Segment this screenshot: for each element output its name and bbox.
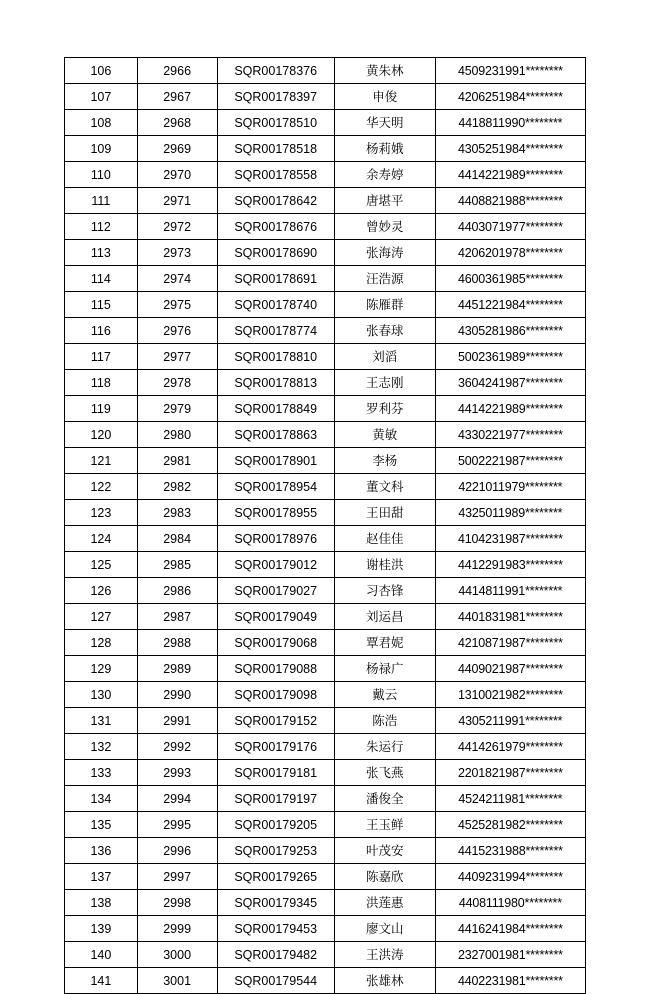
cell-application-code: SQR00178376 bbox=[217, 58, 334, 84]
cell-number: 2984 bbox=[137, 526, 217, 552]
cell-number: 3001 bbox=[137, 968, 217, 994]
cell-id-number: 4408821988******** bbox=[435, 188, 585, 214]
cell-id-number: 4451221984******** bbox=[435, 292, 585, 318]
table-row bbox=[65, 370, 586, 396]
cell-id-number: 2327001981******** bbox=[435, 942, 585, 968]
cell-name: 谢桂洪 bbox=[334, 552, 435, 578]
cell-name: 陈嘉欣 bbox=[334, 864, 435, 890]
cell-number: 2987 bbox=[137, 604, 217, 630]
table-row bbox=[65, 318, 586, 344]
cell-application-code: SQR00179345 bbox=[217, 890, 334, 916]
table-row bbox=[65, 734, 586, 760]
cell-application-code: SQR00179152 bbox=[217, 708, 334, 734]
cell-sequence: 137 bbox=[65, 864, 138, 890]
table-row bbox=[65, 682, 586, 708]
cell-application-code: SQR00179197 bbox=[217, 786, 334, 812]
cell-number: 2988 bbox=[137, 630, 217, 656]
cell-name: 陈雁群 bbox=[334, 292, 435, 318]
cell-id-number: 1310021982******** bbox=[435, 682, 585, 708]
cell-name: 刘运昌 bbox=[334, 604, 435, 630]
cell-name: 杨禄广 bbox=[334, 656, 435, 682]
applicant-table-container bbox=[64, 57, 586, 994]
cell-application-code: SQR00179544 bbox=[217, 968, 334, 994]
cell-name: 王洪涛 bbox=[334, 942, 435, 968]
cell-id-number: 4409021987******** bbox=[435, 656, 585, 682]
cell-name: 汪浩源 bbox=[334, 266, 435, 292]
cell-sequence: 119 bbox=[65, 396, 138, 422]
cell-application-code: SQR00179088 bbox=[217, 656, 334, 682]
table-row bbox=[65, 916, 586, 942]
cell-number: 2981 bbox=[137, 448, 217, 474]
cell-id-number: 4210871987******** bbox=[435, 630, 585, 656]
table-row bbox=[65, 760, 586, 786]
cell-sequence: 115 bbox=[65, 292, 138, 318]
cell-application-code: SQR00178954 bbox=[217, 474, 334, 500]
cell-application-code: SQR00178510 bbox=[217, 110, 334, 136]
cell-name: 华天明 bbox=[334, 110, 435, 136]
cell-number: 2998 bbox=[137, 890, 217, 916]
cell-number: 2995 bbox=[137, 812, 217, 838]
table-row bbox=[65, 968, 586, 994]
cell-number: 3000 bbox=[137, 942, 217, 968]
cell-number: 2977 bbox=[137, 344, 217, 370]
cell-name: 黄敏 bbox=[334, 422, 435, 448]
cell-number: 2976 bbox=[137, 318, 217, 344]
table-row bbox=[65, 500, 586, 526]
cell-name: 李杨 bbox=[334, 448, 435, 474]
cell-application-code: SQR00179253 bbox=[217, 838, 334, 864]
cell-name: 王志刚 bbox=[334, 370, 435, 396]
table-row bbox=[65, 214, 586, 240]
cell-id-number: 4325011989******** bbox=[435, 500, 585, 526]
cell-name: 覃君妮 bbox=[334, 630, 435, 656]
cell-name: 叶茂安 bbox=[334, 838, 435, 864]
cell-id-number: 4401831981******** bbox=[435, 604, 585, 630]
cell-sequence: 129 bbox=[65, 656, 138, 682]
cell-id-number: 2201821987******** bbox=[435, 760, 585, 786]
table-row bbox=[65, 292, 586, 318]
cell-id-number: 4414261979******** bbox=[435, 734, 585, 760]
cell-number: 2979 bbox=[137, 396, 217, 422]
cell-sequence: 116 bbox=[65, 318, 138, 344]
cell-application-code: SQR00178397 bbox=[217, 84, 334, 110]
table-body bbox=[65, 58, 586, 994]
table-row bbox=[65, 422, 586, 448]
cell-number: 2975 bbox=[137, 292, 217, 318]
cell-sequence: 121 bbox=[65, 448, 138, 474]
cell-number: 2978 bbox=[137, 370, 217, 396]
cell-sequence: 141 bbox=[65, 968, 138, 994]
cell-application-code: SQR00178642 bbox=[217, 188, 334, 214]
cell-number: 2989 bbox=[137, 656, 217, 682]
cell-number: 2999 bbox=[137, 916, 217, 942]
cell-application-code: SQR00178901 bbox=[217, 448, 334, 474]
cell-id-number: 4104231987******** bbox=[435, 526, 585, 552]
table-row bbox=[65, 838, 586, 864]
cell-application-code: SQR00179181 bbox=[217, 760, 334, 786]
cell-number: 2974 bbox=[137, 266, 217, 292]
table-row bbox=[65, 552, 586, 578]
cell-application-code: SQR00179049 bbox=[217, 604, 334, 630]
cell-application-code: SQR00178690 bbox=[217, 240, 334, 266]
cell-sequence: 135 bbox=[65, 812, 138, 838]
cell-number: 2994 bbox=[137, 786, 217, 812]
cell-id-number: 4415231988******** bbox=[435, 838, 585, 864]
table-row bbox=[65, 942, 586, 968]
cell-id-number: 3604241987******** bbox=[435, 370, 585, 396]
cell-name: 杨莉娥 bbox=[334, 136, 435, 162]
table-row bbox=[65, 708, 586, 734]
cell-name: 张春球 bbox=[334, 318, 435, 344]
cell-application-code: SQR00179205 bbox=[217, 812, 334, 838]
cell-name: 黄朱林 bbox=[334, 58, 435, 84]
cell-number: 2993 bbox=[137, 760, 217, 786]
cell-application-code: SQR00178955 bbox=[217, 500, 334, 526]
cell-name: 唐堪平 bbox=[334, 188, 435, 214]
table-row bbox=[65, 630, 586, 656]
cell-sequence: 110 bbox=[65, 162, 138, 188]
table-row bbox=[65, 890, 586, 916]
table-row bbox=[65, 188, 586, 214]
cell-application-code: SQR00178691 bbox=[217, 266, 334, 292]
cell-number: 2997 bbox=[137, 864, 217, 890]
cell-application-code: SQR00179012 bbox=[217, 552, 334, 578]
cell-number: 2968 bbox=[137, 110, 217, 136]
cell-number: 2969 bbox=[137, 136, 217, 162]
cell-id-number: 4414811991******** bbox=[435, 578, 585, 604]
cell-name: 刘滔 bbox=[334, 344, 435, 370]
cell-id-number: 5002221987******** bbox=[435, 448, 585, 474]
cell-sequence: 112 bbox=[65, 214, 138, 240]
cell-number: 2983 bbox=[137, 500, 217, 526]
cell-id-number: 4221011979******** bbox=[435, 474, 585, 500]
cell-sequence: 118 bbox=[65, 370, 138, 396]
cell-id-number: 4409231994******** bbox=[435, 864, 585, 890]
table-row bbox=[65, 448, 586, 474]
cell-id-number: 4412291983******** bbox=[435, 552, 585, 578]
cell-sequence: 111 bbox=[65, 188, 138, 214]
cell-application-code: SQR00178676 bbox=[217, 214, 334, 240]
table-row bbox=[65, 526, 586, 552]
cell-number: 2982 bbox=[137, 474, 217, 500]
cell-application-code: SQR00178863 bbox=[217, 422, 334, 448]
cell-name: 罗利芬 bbox=[334, 396, 435, 422]
cell-number: 2980 bbox=[137, 422, 217, 448]
cell-number: 2970 bbox=[137, 162, 217, 188]
cell-sequence: 114 bbox=[65, 266, 138, 292]
cell-sequence: 124 bbox=[65, 526, 138, 552]
cell-sequence: 126 bbox=[65, 578, 138, 604]
cell-sequence: 133 bbox=[65, 760, 138, 786]
cell-sequence: 138 bbox=[65, 890, 138, 916]
cell-sequence: 139 bbox=[65, 916, 138, 942]
cell-application-code: SQR00179068 bbox=[217, 630, 334, 656]
cell-application-code: SQR00179482 bbox=[217, 942, 334, 968]
cell-name: 廖文山 bbox=[334, 916, 435, 942]
table-row bbox=[65, 656, 586, 682]
cell-sequence: 132 bbox=[65, 734, 138, 760]
cell-number: 2990 bbox=[137, 682, 217, 708]
cell-id-number: 4414221989******** bbox=[435, 396, 585, 422]
cell-id-number: 4600361985******** bbox=[435, 266, 585, 292]
cell-number: 2973 bbox=[137, 240, 217, 266]
cell-number: 2996 bbox=[137, 838, 217, 864]
cell-sequence: 109 bbox=[65, 136, 138, 162]
cell-name: 赵佳佳 bbox=[334, 526, 435, 552]
cell-number: 2966 bbox=[137, 58, 217, 84]
table-row bbox=[65, 84, 586, 110]
cell-id-number: 4416241984******** bbox=[435, 916, 585, 942]
cell-id-number: 4418811990******** bbox=[435, 110, 585, 136]
table-row bbox=[65, 162, 586, 188]
cell-name: 张雄林 bbox=[334, 968, 435, 994]
cell-name: 余寿婷 bbox=[334, 162, 435, 188]
cell-id-number: 4206251984******** bbox=[435, 84, 585, 110]
cell-application-code: SQR00178774 bbox=[217, 318, 334, 344]
cell-sequence: 122 bbox=[65, 474, 138, 500]
table-row bbox=[65, 786, 586, 812]
cell-number: 2991 bbox=[137, 708, 217, 734]
table-row bbox=[65, 864, 586, 890]
cell-sequence: 128 bbox=[65, 630, 138, 656]
cell-sequence: 131 bbox=[65, 708, 138, 734]
table-row bbox=[65, 240, 586, 266]
table-row bbox=[65, 396, 586, 422]
cell-name: 董文科 bbox=[334, 474, 435, 500]
table-row bbox=[65, 578, 586, 604]
cell-sequence: 120 bbox=[65, 422, 138, 448]
cell-name: 朱运行 bbox=[334, 734, 435, 760]
cell-name: 曾妙灵 bbox=[334, 214, 435, 240]
cell-application-code: SQR00179027 bbox=[217, 578, 334, 604]
cell-application-code: SQR00179176 bbox=[217, 734, 334, 760]
cell-id-number: 4414221989******** bbox=[435, 162, 585, 188]
cell-sequence: 117 bbox=[65, 344, 138, 370]
cell-id-number: 4305211991******** bbox=[435, 708, 585, 734]
cell-sequence: 123 bbox=[65, 500, 138, 526]
cell-number: 2967 bbox=[137, 84, 217, 110]
cell-name: 张海涛 bbox=[334, 240, 435, 266]
cell-application-code: SQR00178813 bbox=[217, 370, 334, 396]
cell-id-number: 4524211981******** bbox=[435, 786, 585, 812]
cell-name: 申俊 bbox=[334, 84, 435, 110]
cell-name: 王田甜 bbox=[334, 500, 435, 526]
cell-sequence: 127 bbox=[65, 604, 138, 630]
cell-id-number: 4403071977******** bbox=[435, 214, 585, 240]
applicant-table bbox=[64, 57, 586, 994]
table-row bbox=[65, 474, 586, 500]
cell-number: 2986 bbox=[137, 578, 217, 604]
cell-sequence: 108 bbox=[65, 110, 138, 136]
cell-application-code: SQR00178976 bbox=[217, 526, 334, 552]
cell-id-number: 4305251984******** bbox=[435, 136, 585, 162]
table-row bbox=[65, 266, 586, 292]
cell-id-number: 4206201978******** bbox=[435, 240, 585, 266]
cell-number: 2985 bbox=[137, 552, 217, 578]
cell-sequence: 130 bbox=[65, 682, 138, 708]
table-row bbox=[65, 58, 586, 84]
cell-sequence: 106 bbox=[65, 58, 138, 84]
cell-id-number: 4525281982******** bbox=[435, 812, 585, 838]
cell-name: 张飞燕 bbox=[334, 760, 435, 786]
table-row bbox=[65, 110, 586, 136]
cell-sequence: 107 bbox=[65, 84, 138, 110]
cell-application-code: SQR00178740 bbox=[217, 292, 334, 318]
table-row bbox=[65, 604, 586, 630]
cell-name: 洪莲惠 bbox=[334, 890, 435, 916]
cell-id-number: 4509231991******** bbox=[435, 58, 585, 84]
cell-name: 戴云 bbox=[334, 682, 435, 708]
cell-name: 习杏锋 bbox=[334, 578, 435, 604]
cell-number: 2992 bbox=[137, 734, 217, 760]
cell-name: 潘俊全 bbox=[334, 786, 435, 812]
table-row bbox=[65, 344, 586, 370]
cell-sequence: 136 bbox=[65, 838, 138, 864]
cell-number: 2972 bbox=[137, 214, 217, 240]
cell-id-number: 4408111980******** bbox=[435, 890, 585, 916]
cell-sequence: 140 bbox=[65, 942, 138, 968]
cell-id-number: 5002361989******** bbox=[435, 344, 585, 370]
cell-application-code: SQR00178810 bbox=[217, 344, 334, 370]
cell-application-code: SQR00178518 bbox=[217, 136, 334, 162]
cell-application-code: SQR00178558 bbox=[217, 162, 334, 188]
cell-application-code: SQR00179098 bbox=[217, 682, 334, 708]
table-row bbox=[65, 812, 586, 838]
cell-application-code: SQR00179265 bbox=[217, 864, 334, 890]
cell-id-number: 4330221977******** bbox=[435, 422, 585, 448]
cell-sequence: 125 bbox=[65, 552, 138, 578]
cell-application-code: SQR00179453 bbox=[217, 916, 334, 942]
cell-sequence: 134 bbox=[65, 786, 138, 812]
cell-name: 王玉鲜 bbox=[334, 812, 435, 838]
cell-sequence: 113 bbox=[65, 240, 138, 266]
cell-name: 陈浩 bbox=[334, 708, 435, 734]
cell-application-code: SQR00178849 bbox=[217, 396, 334, 422]
cell-id-number: 4402231981******** bbox=[435, 968, 585, 994]
cell-number: 2971 bbox=[137, 188, 217, 214]
table-row bbox=[65, 136, 586, 162]
cell-id-number: 4305281986******** bbox=[435, 318, 585, 344]
